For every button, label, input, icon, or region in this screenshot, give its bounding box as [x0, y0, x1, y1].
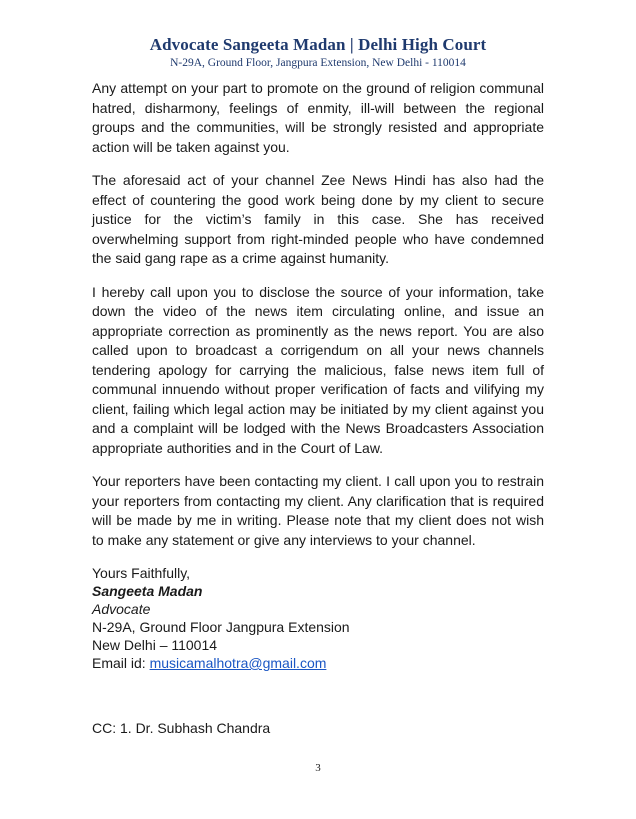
page-number: 3 [315, 762, 321, 774]
signatory-name: Sangeeta Madan [92, 583, 203, 599]
letterhead-title: Advocate Sangeeta Madan | Delhi High Court [149, 35, 487, 54]
letterhead-address: N-29A, Ground Floor, Jangpura Extension, New Delhi - 110014 [170, 57, 466, 69]
paragraph-3: I hereby call upon you to disclose the source of your information, take down the video of the news item circulating online, and issue an appropriate correction as prominently as the news report. You are also called upon to broadcast a corrigendum on all your news channels tendering apology for carrying the malicious, false news item full of communal innuendo without proper verification of facts and vilifying my client, failing which legal action may be initiated by my client against you and a complaint will be lodged with the News Broadcasters Association appropriate authorities and in the Court of Law. [92, 283, 544, 456]
email-link[interactable]: musicamalhotra@gmail.com [149, 655, 327, 671]
signatory-address-line-2: New Delhi – 110014 [92, 637, 218, 653]
letterhead [0, 34, 636, 70]
closing-salutation: Yours Faithfully, [92, 565, 191, 581]
paragraph-2: The aforesaid act of your channel Zee News Hindi has also had the effect of countering the good work being done by my client to secure justice for the victim’s family in this case. She has received overwhelming support from right-minded people who have condemned the said gang rape as a crime against humanity. [92, 172, 544, 266]
signature-block [92, 564, 544, 672]
paragraph-4: Your reporters have been contacting my client. I call upon you to restrain your reporters from contacting my client. Any clarification that is required will be made by me in writing. Please note that my client does not wish to make any statement or give any interviews to your channel. [92, 473, 544, 548]
cc-line: CC: 1. Dr. Subhash Chandra [92, 720, 271, 736]
email-label: Email id: [92, 655, 150, 671]
signatory-title: Advocate [92, 601, 151, 617]
signatory-email-row [92, 654, 544, 672]
letter-body [92, 79, 544, 672]
paragraph-1: Any attempt on your part to promote on the ground of religion communal hatred, disharmony, feelings of enmity, ill-will between the regional groups and the communities, will be strongly resisted and appropriate action will be taken against you. [92, 80, 544, 155]
signatory-address-line-1: N-29A, Ground Floor Jangpura Extension [92, 619, 350, 635]
